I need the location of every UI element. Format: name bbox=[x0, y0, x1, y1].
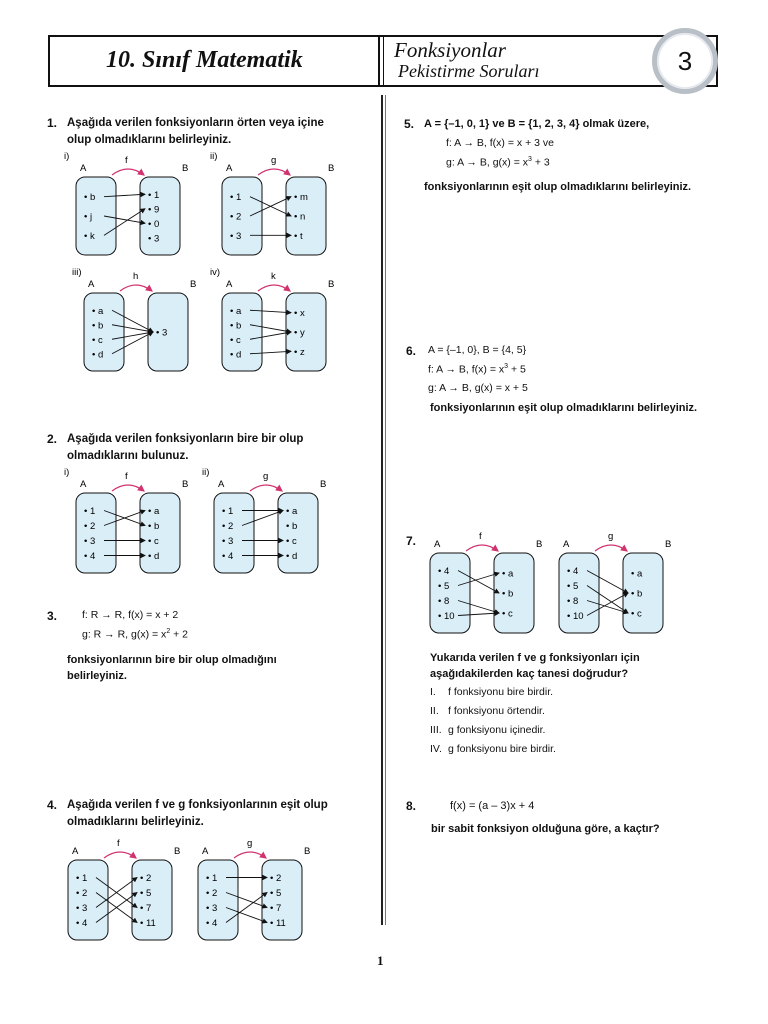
domain-element: • b bbox=[92, 320, 104, 332]
domain-element: • c bbox=[92, 334, 103, 346]
diagram-label: i) bbox=[64, 467, 70, 478]
codomain-element: • m bbox=[294, 192, 308, 204]
statement-numeral: III. bbox=[430, 724, 442, 736]
codomain-set-box bbox=[278, 493, 318, 573]
diagram-label: iii) bbox=[72, 267, 82, 278]
codomain-element: • y bbox=[294, 327, 305, 339]
header-divider-thin bbox=[383, 37, 384, 85]
domain-element: • b bbox=[230, 320, 242, 332]
question-5-text: fonksiyonlarının eşit olup olmadıklarını belirleyiniz. bbox=[424, 181, 692, 193]
function-name: f bbox=[125, 471, 128, 482]
mapping-arc bbox=[258, 169, 290, 175]
codomain-element: • d bbox=[148, 551, 160, 562]
question-4-number: 4. bbox=[47, 798, 58, 812]
set-label-codomain: B bbox=[328, 279, 335, 290]
question-6-g-definition: g: A → B, g(x) = x + 5 bbox=[428, 382, 528, 394]
header-divider bbox=[378, 37, 380, 85]
question-3-number: 3. bbox=[47, 609, 58, 623]
set-label-domain: A bbox=[226, 279, 233, 290]
codomain-element: • b bbox=[148, 521, 160, 532]
question-7-statement bbox=[430, 705, 545, 717]
codomain-element: • d bbox=[286, 551, 298, 562]
column-divider-thin bbox=[385, 95, 386, 925]
set-label-codomain: B bbox=[190, 279, 197, 290]
statement-text: g fonksiyonu içinedir. bbox=[448, 724, 546, 736]
function-name: g bbox=[247, 838, 253, 849]
arrow-diagram bbox=[416, 531, 546, 628]
domain-element: • 1 bbox=[230, 192, 242, 204]
domain-element: • d bbox=[92, 349, 104, 361]
statement-numeral: I. bbox=[430, 686, 436, 698]
question-7-number: 7. bbox=[406, 534, 417, 548]
codomain-element: • 3 bbox=[148, 233, 160, 245]
domain-set-box bbox=[214, 493, 254, 573]
question-6-sets: A = {–1, 0}, B = {4, 5} bbox=[428, 344, 527, 356]
codomain-set-box bbox=[623, 553, 663, 633]
set-label-domain: A bbox=[202, 846, 209, 857]
statement-numeral: II. bbox=[430, 705, 439, 717]
question-5-number: 5. bbox=[404, 117, 415, 131]
codomain-set-box bbox=[494, 553, 534, 633]
question-2-number: 2. bbox=[47, 432, 58, 446]
question-8-number: 8. bbox=[406, 799, 417, 813]
function-name: h bbox=[133, 271, 139, 282]
question-6-f-definition: f: A → B, $f(x) = x^3 + 5$ bbox=[428, 363, 526, 376]
question-7-statement bbox=[430, 743, 556, 755]
topic-title: Fonksiyonlar bbox=[394, 38, 506, 62]
question-3-g-definition: g: R → R, $g(x) = x^2 + 2$ bbox=[82, 628, 189, 641]
set-label-domain: A bbox=[72, 846, 79, 857]
domain-element: • 4 bbox=[438, 566, 450, 577]
domain-set-box bbox=[222, 293, 262, 371]
arrow-diagram bbox=[70, 267, 200, 368]
domain-element: • 2 bbox=[222, 521, 234, 532]
set-label-codomain: B bbox=[182, 163, 189, 174]
mapping-arc bbox=[250, 485, 282, 491]
question-5-f-definition: f: A → B, f(x) = x + 3 ve bbox=[446, 137, 554, 149]
domain-set-box bbox=[68, 860, 108, 940]
domain-element: • 8 bbox=[438, 596, 450, 607]
arrow-diagram bbox=[545, 531, 675, 628]
question-6-number: 6. bbox=[406, 344, 417, 358]
codomain-element: • a bbox=[631, 568, 643, 580]
domain-element: • a bbox=[230, 305, 242, 317]
question-1-text: Aşağıda verilen fonksiyonların örten veya içine olup olmadıklarını belirleyiniz. bbox=[67, 117, 324, 146]
function-name: k bbox=[271, 271, 276, 282]
codomain-element: • a bbox=[502, 568, 514, 580]
codomain-element: • 5 bbox=[270, 888, 282, 899]
function-name: f bbox=[117, 838, 120, 849]
domain-set-box bbox=[76, 177, 116, 255]
domain-element: • 4 bbox=[206, 918, 218, 929]
domain-element: • 1 bbox=[222, 506, 234, 517]
domain-element: • 3 bbox=[76, 903, 88, 914]
mapping-arc bbox=[595, 545, 627, 551]
codomain-element: • c bbox=[631, 608, 642, 620]
statement-text: f fonksiyonu örtendir. bbox=[448, 705, 545, 717]
mapping-arc bbox=[120, 285, 152, 291]
codomain-element: • b bbox=[631, 588, 643, 600]
set-label-codomain: B bbox=[304, 846, 311, 857]
function-name: g bbox=[608, 531, 614, 542]
codomain-set-box bbox=[148, 293, 188, 371]
question-4-text: Aşağıda verilen f ve g fonksiyonlarının eşit olup olmadıklarını belirleyiniz. bbox=[67, 799, 328, 828]
codomain-element: • c bbox=[502, 608, 513, 620]
codomain-element: • 2 bbox=[140, 873, 152, 884]
codomain-element: • 5 bbox=[140, 888, 152, 899]
question-5-sets: A = {–1, 0, 1} ve B = {1, 2, 3, 4} olmak üzere, bbox=[424, 118, 650, 130]
set-label-domain: A bbox=[218, 479, 225, 490]
set-label-codomain: B bbox=[182, 479, 189, 490]
codomain-element: • 7 bbox=[140, 903, 152, 914]
codomain-element: • b bbox=[286, 521, 298, 532]
domain-element: • 2 bbox=[230, 211, 242, 223]
statement-numeral: IV. bbox=[430, 743, 442, 755]
statement-text: f fonksiyonu bire birdir. bbox=[448, 686, 554, 698]
sheet-number-badge: 3 bbox=[652, 28, 718, 94]
question-7-text: Yukarıda verilen f ve g fonksiyonları için aşağıdakilerden kaç tanesi doğrudur? bbox=[430, 652, 640, 680]
set-label-domain: A bbox=[80, 163, 87, 174]
function-name: g bbox=[271, 155, 277, 166]
arrow-diagram bbox=[208, 151, 338, 252]
codomain-element: • 7 bbox=[270, 903, 282, 914]
domain-element: • b bbox=[84, 192, 96, 204]
codomain-set-box bbox=[140, 177, 180, 255]
domain-element: • 3 bbox=[206, 903, 218, 914]
function-name: f bbox=[125, 155, 128, 166]
domain-element: • 3 bbox=[222, 536, 234, 547]
domain-element: • j bbox=[84, 211, 93, 223]
codomain-element: • 1 bbox=[148, 189, 160, 201]
codomain-element: • x bbox=[294, 308, 305, 320]
course-title: 10. Sınıf Matematik bbox=[106, 47, 303, 73]
codomain-set-box bbox=[140, 493, 180, 573]
domain-element: • 1 bbox=[76, 873, 88, 884]
arrow-diagram bbox=[54, 838, 184, 935]
domain-element: • 2 bbox=[84, 521, 96, 532]
domain-element: • 5 bbox=[438, 581, 450, 592]
set-label-domain: A bbox=[88, 279, 95, 290]
domain-set-box bbox=[222, 177, 262, 255]
domain-element: • 1 bbox=[206, 873, 218, 884]
set-label-domain: A bbox=[226, 163, 233, 174]
domain-set-box bbox=[84, 293, 124, 371]
arrow-diagram bbox=[200, 467, 330, 568]
domain-element: • d bbox=[230, 349, 242, 361]
codomain-element: • 11 bbox=[270, 918, 286, 929]
domain-set-box bbox=[198, 860, 238, 940]
arrow-diagram bbox=[184, 838, 314, 935]
arrow-diagram bbox=[62, 151, 192, 252]
domain-element: • c bbox=[230, 334, 241, 346]
set-label-domain: A bbox=[563, 539, 570, 550]
codomain-element: • 2 bbox=[270, 873, 282, 884]
domain-element: • 10 bbox=[567, 611, 584, 622]
set-label-codomain: B bbox=[328, 163, 335, 174]
domain-element: • 4 bbox=[76, 918, 88, 929]
domain-element: • 1 bbox=[84, 506, 96, 517]
set-label-codomain: B bbox=[320, 479, 327, 490]
column-divider bbox=[381, 95, 383, 925]
mapping-arc bbox=[112, 169, 144, 175]
domain-element: • 4 bbox=[84, 551, 96, 562]
question-3-f-definition: f: R → R, f(x) = x + 2 bbox=[82, 609, 179, 621]
question-6-text: fonksiyonlarının eşit olup olmadıklarını belirleyiniz. bbox=[430, 402, 698, 414]
domain-element: • 2 bbox=[76, 888, 88, 899]
arrow-diagram bbox=[62, 467, 192, 568]
diagram-label: ii) bbox=[202, 467, 210, 478]
domain-set-box bbox=[76, 493, 116, 573]
codomain-element: • 9 bbox=[148, 204, 160, 216]
set-label-domain: A bbox=[434, 539, 441, 550]
page-number: 1 bbox=[377, 953, 384, 968]
codomain-element: • c bbox=[286, 536, 297, 547]
codomain-element: • 11 bbox=[140, 918, 156, 929]
codomain-element: • 0 bbox=[148, 218, 160, 230]
set-label-codomain: B bbox=[174, 846, 181, 857]
diagram-label: ii) bbox=[210, 151, 218, 162]
function-name: f bbox=[479, 531, 482, 542]
set-label-codomain: B bbox=[536, 539, 543, 550]
codomain-set-box bbox=[286, 293, 326, 371]
domain-element: • 8 bbox=[567, 596, 579, 607]
domain-element: • 2 bbox=[206, 888, 218, 899]
mapping-arc bbox=[258, 285, 290, 291]
question-2-text: Aşağıda verilen fonksiyonların bire bir olup olmadıklarını bulunuz. bbox=[67, 433, 304, 462]
domain-element: • a bbox=[92, 305, 104, 317]
question-7-statement bbox=[430, 724, 545, 736]
domain-element: • 10 bbox=[438, 611, 455, 622]
statement-text: g fonksiyonu bire birdir. bbox=[448, 743, 556, 755]
domain-element: • 4 bbox=[567, 566, 579, 577]
codomain-element: • z bbox=[294, 346, 305, 358]
page-header bbox=[48, 35, 718, 87]
codomain-set-box bbox=[286, 177, 326, 255]
question-8-expression: f(x) = (a – 3)x + 4 bbox=[450, 800, 535, 812]
codomain-element: • t bbox=[294, 230, 303, 242]
domain-element: • 5 bbox=[567, 581, 579, 592]
question-1-number: 1. bbox=[47, 116, 58, 130]
domain-element: • 3 bbox=[84, 536, 96, 547]
domain-element: • 3 bbox=[230, 230, 242, 242]
function-name: g bbox=[263, 471, 269, 482]
codomain-element: • a bbox=[286, 506, 298, 517]
codomain-element: • a bbox=[148, 506, 160, 517]
codomain-element: • c bbox=[148, 536, 159, 547]
worksheet-title: Pekistirme Soruları bbox=[398, 61, 540, 81]
set-label-codomain: B bbox=[665, 539, 672, 550]
domain-element: • 4 bbox=[222, 551, 234, 562]
domain-element: • k bbox=[84, 230, 95, 242]
mapping-arc bbox=[112, 485, 144, 491]
codomain-element: • n bbox=[294, 211, 306, 223]
question-7-statement bbox=[430, 686, 553, 698]
codomain-element: • b bbox=[502, 588, 514, 600]
arrow-diagram bbox=[208, 267, 338, 368]
diagram-label: i) bbox=[64, 151, 70, 162]
set-label-domain: A bbox=[80, 479, 87, 490]
mapping-arc bbox=[234, 852, 266, 858]
diagram-label: iv) bbox=[210, 267, 221, 278]
question-8-text: bir sabit fonksiyon olduğuna göre, a kaçtır? bbox=[431, 823, 660, 835]
mapping-arc bbox=[104, 852, 136, 858]
codomain-element: • 3 bbox=[156, 327, 168, 339]
mapping-arc bbox=[466, 545, 498, 551]
question-5-g-definition: g: A → B, $g(x) = x^3 + 3$ bbox=[446, 156, 550, 169]
question-3-text: fonksiyonlarının bire bir olup olmadığını belirleyiniz. bbox=[67, 654, 277, 682]
